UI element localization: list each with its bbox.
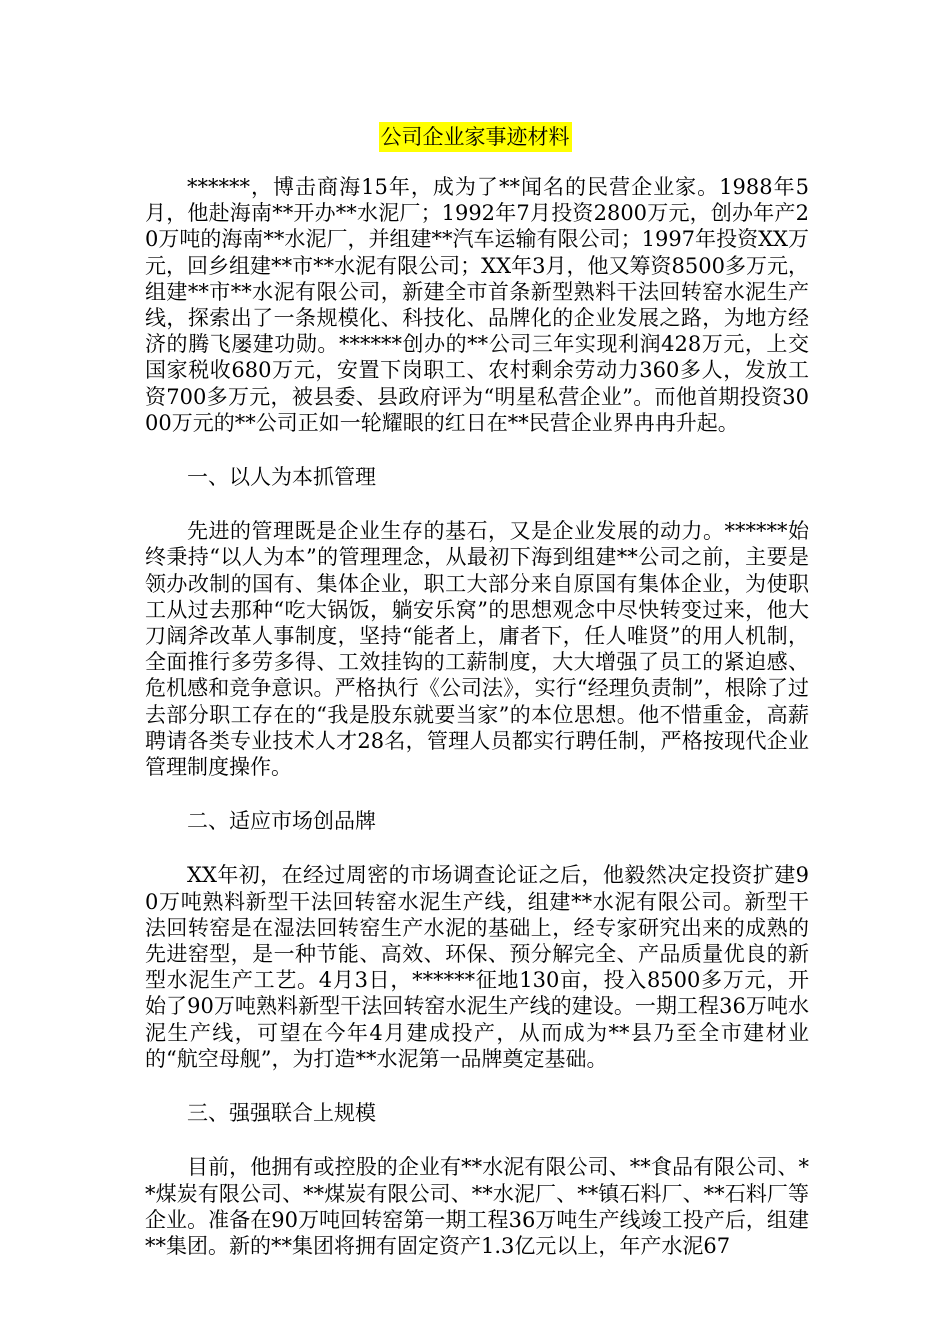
section-heading-3: 三、强强联合上规模 (187, 1101, 376, 1126)
section-paragraph-3: 目前，他拥有或控股的企业有**水泥有限公司、**食品有限公司、**煤炭有限公司、**煤炭有限公司、**水泥厂、**镇石料厂、**石料厂等企业。准备在90万吨回转窑第一期工程36万吨生产线竣工投产后，组建**集团。新的**集团将拥有固定资产1.3亿元以上，年产水泥67 (145, 1155, 809, 1258)
section-heading-2: 二、适应市场创品牌 (187, 809, 376, 834)
section-paragraph-1: 先进的管理既是企业生存的基石，又是企业发展的动力。******始终秉持“以人为本”的管理理念，从最初下海到组建**公司之前，主要是领办改制的国有、集体企业，职工大部分来自原国有集体企业，为使职工从过去那种“吃大锅饭，躺安乐窝”的思想观念中尽快转变过来，他大刀阔斧改革人事制度，坚持“能者上，庸者下，任人唯贤”的用人机制，全面推行多劳多得、工效挂钩的工薪制度，大大增强了员工的紧迫感、危机感和竞争意识。严格执行《公司法》，实行“经理负责制”，根除了过去部分职工存在的“我是股东就要当家”的本位思想。他不惜重金，高薪聘请各类专业技术人才28名，管理人员都实行聘任制，严格按现代企业管理制度操作。 (145, 519, 809, 780)
intro-paragraph: ******，博击商海15年，成为了**闻名的民营企业家。1988年5月，他赴海南**开办**水泥厂；1992年7月投资2800万元，创办年产20万吨的海南**水泥厂，并组建**汽车运输有限公司；1997年投资XX万元，回乡组建**市**水泥有限公司；XX年3月，他又筹资8500多万元，组建**市**水泥有限公司，新建全市首条新型熟料干法回转窑水泥生产线，探索出了一条规模化、科技化、品牌化的企业发展之路，为地方经济的腾飞屡建功勋。******创办的**公司三年实现利润428万元，上交国家税收680万元，安置下岗职工、农村剩余劳动力360多人，发放工资700多万元，被县委、县政府评为“明星私营企业”。而他首期投资3000万元的**公司正如一轮耀眼的红日在**民营企业界冉冉升起。 (145, 175, 809, 435)
title-container (0, 122, 950, 152)
document-body (145, 174, 809, 1259)
section-paragraph-2: XX年初，在经过周密的市场调查论证之后，他毅然决定投资扩建90万吨熟料新型干法回转窑水泥生产线，组建**水泥有限公司。新型干法回转窑是在湿法回转窑生产水泥的基础上，经专家研究出来的成熟的先进窑型，是一种节能、高效、环保、预分解完全、产品质量优良的新型水泥生产工艺。4月3日，******征地130亩，投入8500多万元，开始了90万吨熟料新型干法回转窑水泥生产线的建设。一期工程36万吨水泥生产线，可望在今年4月建成投产，从而成为**县乃至全市建材业的“航空母舰”，为打造**水泥第一品牌奠定基础。 (145, 863, 809, 1071)
section-heading-1: 一、以人为本抓管理 (187, 465, 376, 490)
document-title: 公司企业家事迹材料 (379, 122, 572, 152)
